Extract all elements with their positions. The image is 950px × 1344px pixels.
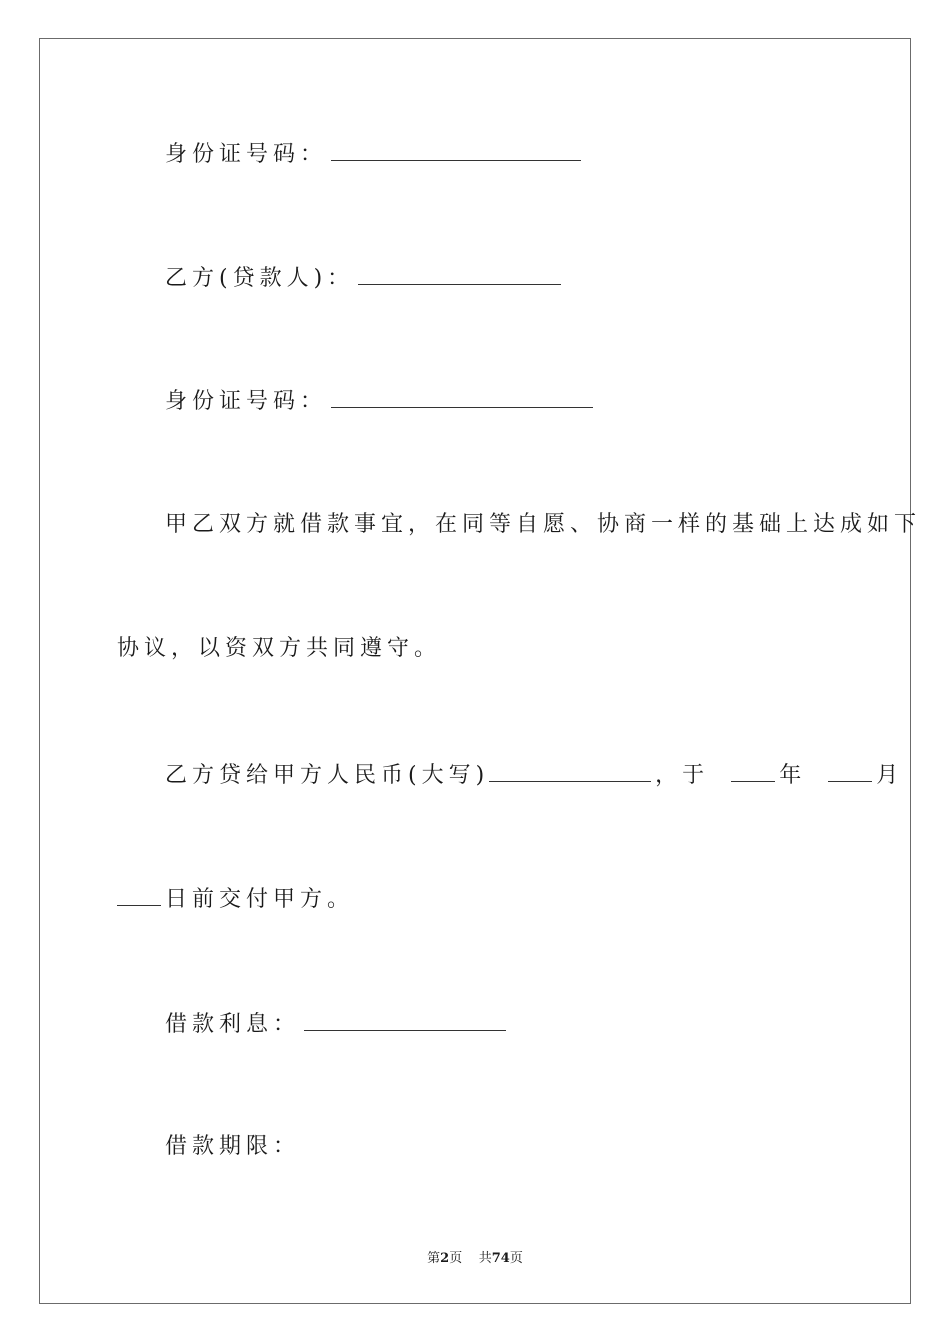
id-number-label: 身份证号码： — [165, 389, 328, 414]
year-blank[interactable] — [731, 759, 775, 782]
interest-label: 借款利息： — [165, 1012, 301, 1037]
total-pages: 74 — [491, 1251, 510, 1266]
page-footer — [0, 1247, 950, 1266]
id-number-label: 身份证号码： — [165, 142, 328, 167]
month-label: 月 — [876, 763, 904, 788]
id-number-blank[interactable] — [331, 385, 593, 408]
id-number-line-1 — [165, 138, 585, 170]
total-unit: 页 — [509, 1251, 523, 1266]
pay-date-label: 日前交付甲方。 — [165, 887, 355, 912]
loan-amount-label: 乙方贷给甲方人民币(大写) — [165, 763, 490, 788]
agreement-line-2: 协议，以资双方共同遵守。 — [117, 636, 442, 661]
month-blank[interactable] — [828, 759, 872, 782]
party-b-line — [165, 262, 565, 294]
id-number-blank[interactable] — [331, 138, 581, 161]
party-b-label: 乙方(贷款人)： — [165, 266, 355, 291]
loan-amount-connector: ，于 — [655, 763, 710, 788]
interest-line — [165, 1008, 510, 1040]
year-label: 年 — [779, 763, 807, 788]
interest-blank[interactable] — [304, 1008, 506, 1031]
page-unit: 页 — [449, 1251, 463, 1266]
page-frame — [39, 38, 911, 1304]
day-blank[interactable] — [117, 883, 161, 906]
loan-amount-blank[interactable] — [489, 759, 651, 782]
pay-date-line — [117, 883, 354, 915]
term-line: 借款期限： — [165, 1134, 301, 1159]
party-b-blank[interactable] — [358, 262, 561, 285]
total-prefix: 共 — [478, 1251, 492, 1266]
page-number: 2 — [440, 1251, 450, 1266]
page-prefix: 第 — [427, 1251, 441, 1266]
loan-amount-line — [165, 759, 903, 791]
agreement-line-1: 甲乙双方就借款事宜，在同等自愿、协商一样的基础上达成如下 — [165, 512, 922, 537]
id-number-line-2 — [165, 385, 597, 417]
